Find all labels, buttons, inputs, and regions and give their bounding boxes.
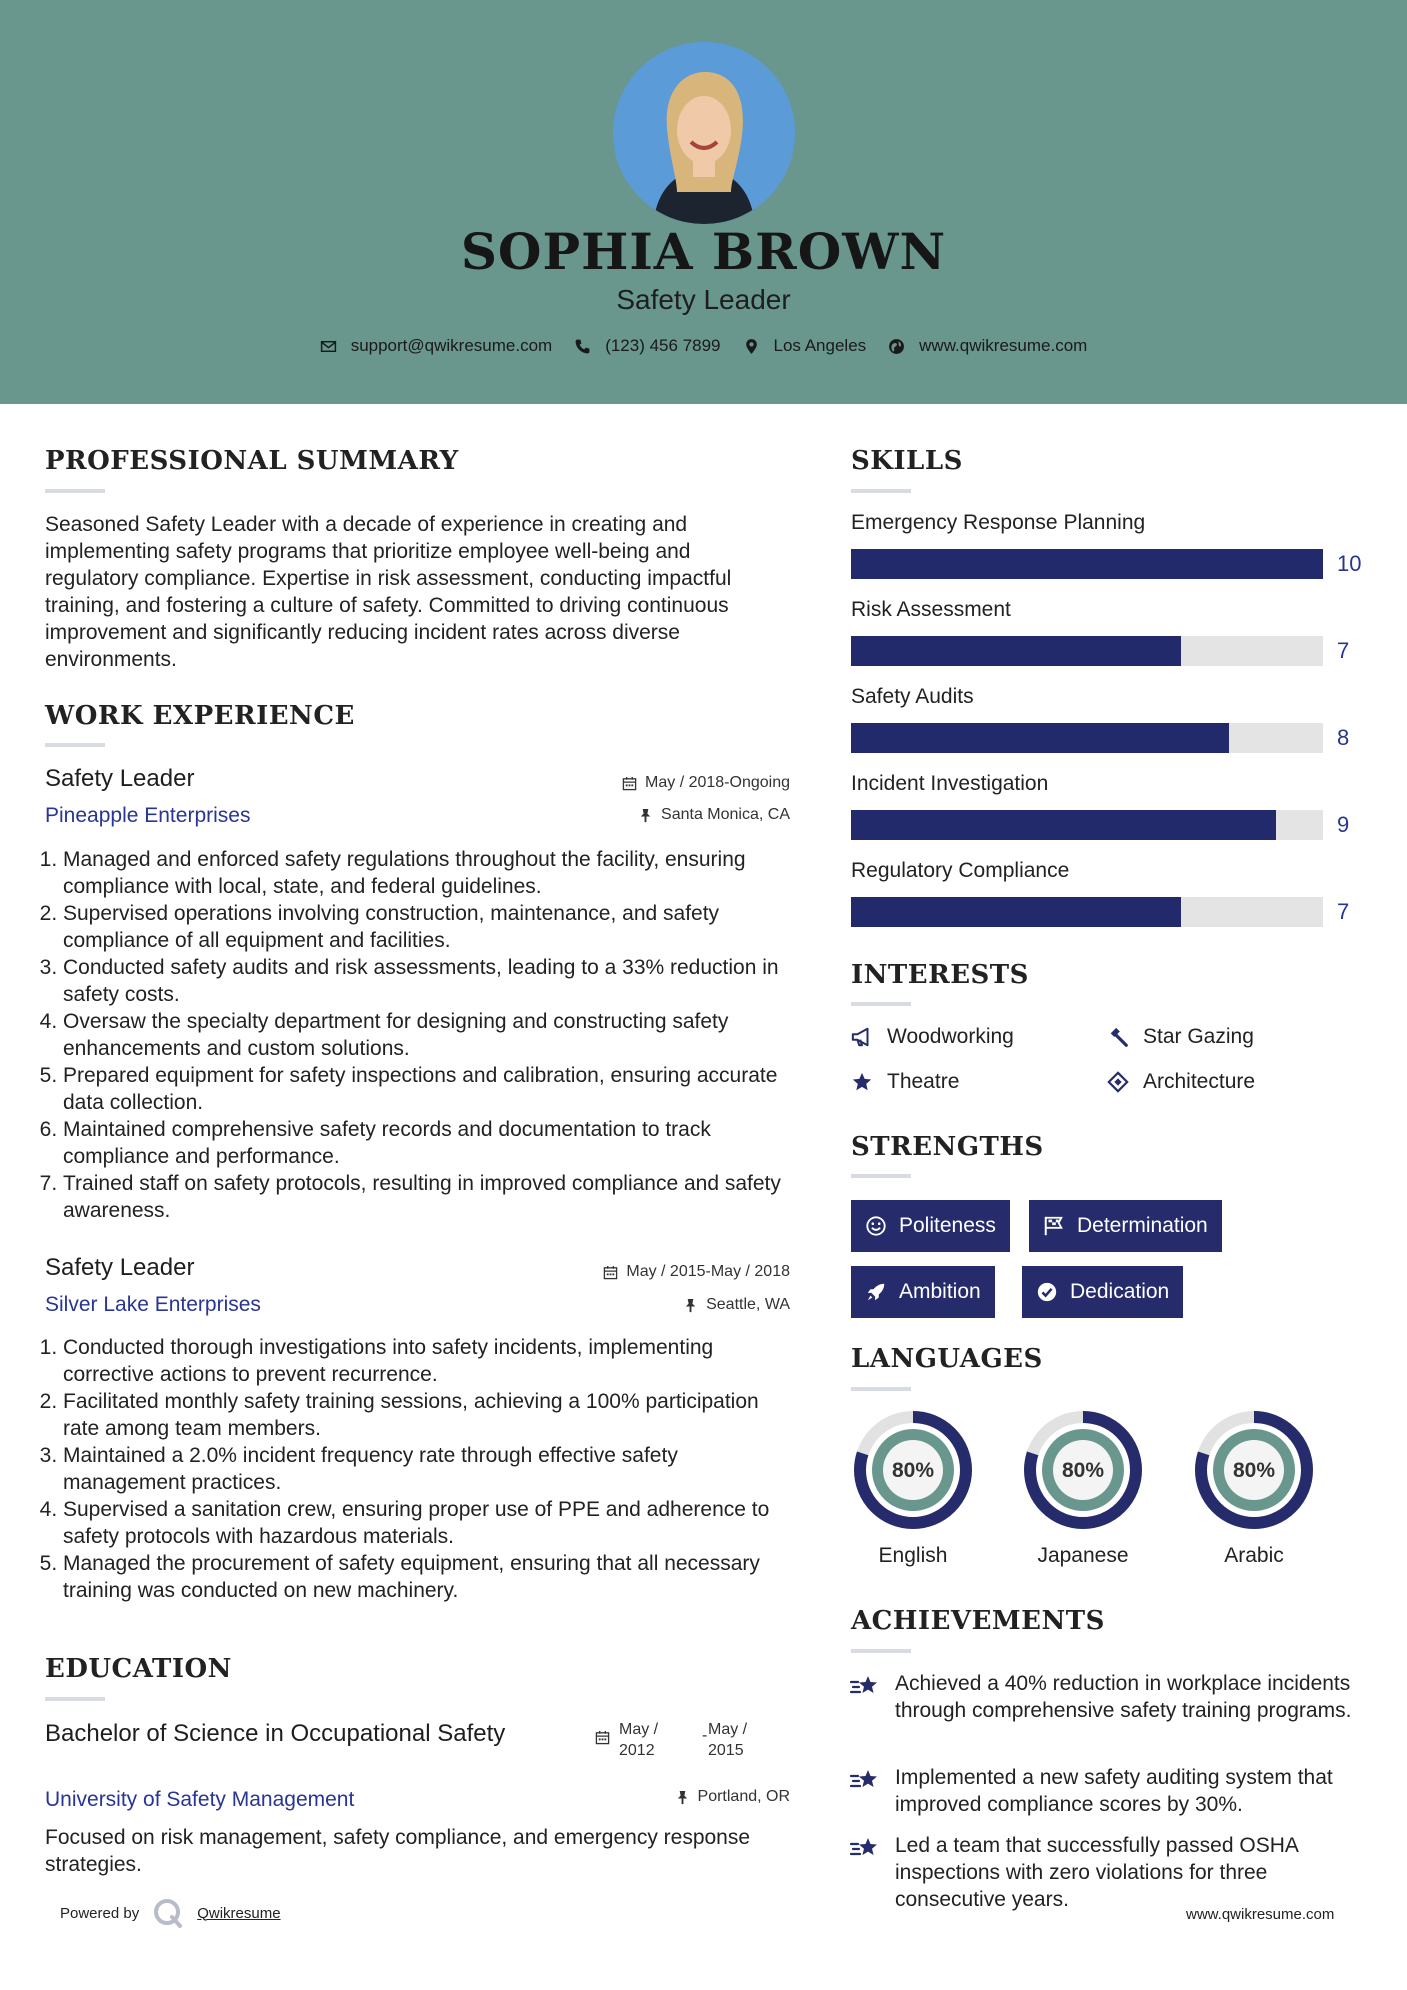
list-item: 2. Supervised operations involving construction, maintenance, and safety compliance of all equipment and facilities.	[63, 900, 790, 954]
strength-label: Dedication	[1070, 1280, 1170, 1303]
skill-value: 9	[1337, 812, 1350, 837]
avatar	[613, 42, 795, 224]
language-ring	[851, 1408, 975, 1532]
contact-bar	[0, 336, 1407, 356]
contact-website-text: www.qwikresume.com	[919, 336, 1088, 355]
language-ring	[1021, 1408, 1145, 1532]
education-location	[540, 1788, 790, 1806]
skills-heading: SKILLS	[851, 446, 963, 476]
job-location	[540, 806, 790, 824]
skill-bar-track	[851, 549, 1323, 579]
header-banner	[0, 0, 1407, 404]
smile-icon	[865, 1215, 887, 1237]
qwikresume-logo-icon	[153, 1898, 183, 1928]
language-level: 80%	[1061, 1459, 1105, 1482]
interest-item	[1107, 1070, 1255, 1094]
list-item: 3. Conducted safety audits and risk assessments, leading to a 33% reduction in safety costs.	[63, 954, 790, 1008]
list-item: 5. Managed the procurement of safety equipment, ensuring that all necessary training was conducted on new machinery.	[63, 1550, 790, 1604]
map-pin-icon	[743, 338, 760, 355]
list-item: 1. Conducted thorough investigations into safety incidents, implementing corrective actions to prevent recurrence.	[63, 1334, 790, 1388]
shooting-star-icon	[849, 1766, 881, 1794]
rocket-icon	[865, 1281, 887, 1303]
list-item: 6. Maintained comprehensive safety records and documentation to track compliance and performance.	[63, 1116, 790, 1170]
list-item: 1. Managed and enforced safety regulations throughout the facility, ensuring compliance with local, state, and federal guidelines.	[63, 846, 790, 900]
shooting-star-icon	[849, 1672, 881, 1700]
star-icon	[851, 1071, 873, 1093]
strength-label: Determination	[1077, 1214, 1208, 1237]
interest-label: Theatre	[887, 1070, 960, 1093]
skill-name: Emergency Response Planning	[851, 511, 1146, 534]
strength-badge	[851, 1266, 995, 1318]
candidate-title: Safety Leader	[616, 284, 791, 315]
strengths-heading: STRENGTHS	[851, 1132, 1044, 1162]
job-company: Silver Lake Enterprises	[45, 1293, 261, 1316]
skill-bar-track	[851, 636, 1323, 666]
summary-text: Seasoned Safety Leader with a decade of experience in creating and implementing safety programs that prioritize employee well-being and regulatory compliance. Expertise in risk assessment, conducting impactful training, and fostering a culture of safety. Committed to driving continuous improvement and significantly reducing incident rates across diverse environments.	[45, 513, 732, 671]
degree-title: Bachelor of Science in Occupational Safety	[45, 1720, 506, 1747]
interest-item	[851, 1070, 959, 1094]
strength-label: Politeness	[899, 1214, 996, 1237]
languages-divider	[851, 1387, 911, 1391]
phone-icon	[574, 338, 591, 355]
interest-item	[851, 1025, 1014, 1049]
achievement-item	[849, 1832, 1369, 1913]
contact-website[interactable]	[888, 336, 1087, 356]
achievement-text: Achieved a 40% reduction in workplace incidents through comprehensive safety training programs.	[895, 1672, 1352, 1722]
skill-bar-track	[851, 810, 1323, 840]
achievement-item	[849, 1764, 1369, 1818]
list-item: 2. Facilitated monthly safety training sessions, achieving a 100% participation rate among team members.	[63, 1388, 790, 1442]
skill-name: Safety Audits	[851, 685, 974, 708]
achievement-text: Led a team that successfully passed OSHA inspections with zero violations for three consecutive years.	[895, 1834, 1298, 1911]
job-dates	[540, 774, 790, 792]
skill-bar-fill	[851, 723, 1229, 753]
calendar-icon	[603, 1265, 618, 1280]
candidate-name: SOPHIA BROWN	[460, 222, 947, 281]
achievements-heading: ACHIEVEMENTS	[851, 1606, 1105, 1636]
education-description: Focused on risk management, safety compliance, and emergency response strategies.	[45, 1826, 751, 1876]
strengths-divider	[851, 1174, 911, 1178]
achievement-item	[849, 1670, 1369, 1724]
pushpin-icon	[683, 1298, 698, 1313]
megaphone-icon	[851, 1026, 873, 1048]
job-dates-text: May / 2015-May / 2018	[626, 1263, 790, 1280]
strength-badge	[851, 1200, 1010, 1252]
language-name: English	[878, 1544, 948, 1567]
experience-heading: WORK EXPERIENCE	[45, 701, 355, 731]
skill-name: Regulatory Compliance	[851, 859, 1070, 882]
list-item: 4. Supervised a sanitation crew, ensuring proper use of PPE and adherence to safety protocols with hazardous materials.	[63, 1496, 790, 1550]
education-location-text: Portland, OR	[697, 1788, 790, 1805]
shooting-star-icon	[849, 1834, 881, 1862]
strength-badge	[1022, 1266, 1183, 1318]
education-end-date: May / 2015	[708, 1721, 748, 1759]
profile-photo-icon	[613, 42, 795, 224]
list-item: 3. Maintained a 2.0% incident frequency rate through effective safety management practices.	[63, 1442, 790, 1496]
contact-phone[interactable]	[574, 336, 720, 356]
skill-bar-fill	[851, 810, 1276, 840]
job-location	[540, 1296, 790, 1314]
job-dates	[540, 1263, 790, 1281]
interests-heading: INTERESTS	[851, 960, 1029, 990]
interest-label: Star Gazing	[1143, 1025, 1254, 1048]
job-responsibilities	[45, 1334, 790, 1604]
skill-bar-track	[851, 723, 1323, 753]
language-name: Japanese	[1037, 1544, 1129, 1567]
language-level: 80%	[1232, 1459, 1276, 1482]
job-company: Pineapple Enterprises	[45, 804, 251, 827]
powered-by-label: Powered by	[60, 1904, 140, 1922]
summary-divider	[45, 489, 105, 493]
contact-location-text: Los Angeles	[773, 336, 867, 355]
language-level: 80%	[891, 1459, 935, 1482]
flag-icon	[1043, 1215, 1065, 1237]
list-item: 7. Trained staff on safety protocols, resulting in improved compliance and safety awareness.	[63, 1170, 790, 1224]
skill-value: 7	[1337, 899, 1350, 924]
interest-label: Architecture	[1143, 1070, 1256, 1093]
contact-location	[743, 336, 867, 356]
calendar-icon	[595, 1730, 610, 1745]
skill-value: 7	[1337, 638, 1350, 663]
strength-badge	[1029, 1200, 1222, 1252]
footer-url[interactable]: www.qwikresume.com	[1186, 1906, 1335, 1923]
education-school: University of Safety Management	[45, 1788, 355, 1811]
gavel-icon	[1107, 1026, 1129, 1048]
date-separator: -	[702, 1727, 708, 1744]
achievement-text: Implemented a new safety auditing system that improved compliance scores by 30%.	[895, 1766, 1333, 1816]
contact-phone-text: (123) 456 7899	[605, 336, 721, 355]
experience-divider	[45, 743, 105, 747]
qwikresume-link[interactable]: Qwikresume	[197, 1904, 281, 1922]
job-location-text: Santa Monica, CA	[661, 806, 790, 823]
interest-label: Woodworking	[887, 1025, 1014, 1048]
ticket-icon	[1107, 1071, 1129, 1093]
pushpin-icon	[638, 808, 653, 823]
check-circle-icon	[1036, 1281, 1058, 1303]
contact-email-text: support@qwikresume.com	[350, 336, 553, 355]
job-location-text: Seattle, WA	[706, 1296, 790, 1313]
language-name: Arabic	[1224, 1544, 1284, 1567]
interests-divider	[851, 1002, 911, 1006]
language-ring	[1192, 1408, 1316, 1532]
skill-value: 8	[1337, 725, 1350, 750]
job-dates-text: May / 2018-Ongoing	[645, 774, 790, 791]
globe-icon	[888, 338, 905, 355]
job-title: Safety Leader	[45, 1254, 195, 1281]
interest-item	[1107, 1025, 1254, 1049]
envelope-icon	[320, 338, 337, 355]
strength-label: Ambition	[899, 1280, 981, 1303]
skill-bar-fill	[851, 549, 1323, 579]
languages-heading: LANGUAGES	[851, 1344, 1043, 1374]
job-responsibilities	[45, 846, 790, 1224]
education-start-date: May / 2012	[619, 1721, 659, 1759]
achievements-divider	[851, 1649, 911, 1653]
summary-heading: PROFESSIONAL SUMMARY	[45, 446, 459, 476]
education-divider	[45, 1697, 105, 1701]
skills-divider	[851, 489, 911, 493]
education-heading: EDUCATION	[45, 1654, 232, 1684]
job-title: Safety Leader	[45, 765, 195, 792]
skill-bar-track	[851, 897, 1323, 927]
calendar-icon	[622, 776, 637, 791]
skill-value: 10	[1337, 551, 1362, 576]
skill-name: Risk Assessment	[851, 598, 1011, 621]
skill-bar-fill	[851, 636, 1181, 666]
pushpin-icon	[675, 1790, 690, 1805]
skill-bar-fill	[851, 897, 1181, 927]
contact-email[interactable]	[320, 336, 553, 356]
powered-by	[60, 1898, 281, 1928]
skill-name: Incident Investigation	[851, 772, 1049, 795]
list-item: 5. Prepared equipment for safety inspections and calibration, ensuring accurate data collection.	[63, 1062, 790, 1116]
list-item: 4. Oversaw the specialty department for designing and constructing safety enhancements and custom solutions.	[63, 1008, 790, 1062]
